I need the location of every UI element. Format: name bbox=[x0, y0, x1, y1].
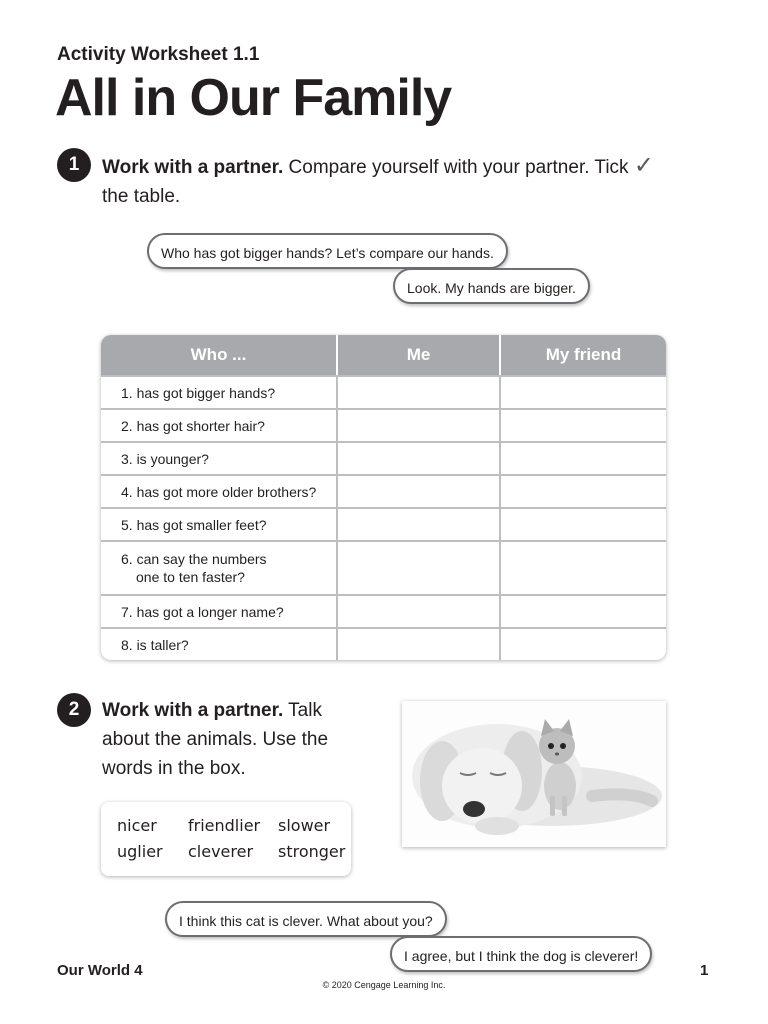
activity-1-number: 1 bbox=[57, 148, 91, 182]
speech-bubble-4: I agree, but I think the dog is cleverer! bbox=[390, 936, 652, 972]
tick-cell-me[interactable] bbox=[338, 474, 501, 507]
row-label: 3. is younger? bbox=[101, 441, 338, 474]
tick-cell-friend[interactable] bbox=[501, 540, 666, 594]
activity-1-bold: Work with a partner. bbox=[102, 157, 284, 178]
tick-cell-me[interactable] bbox=[338, 375, 501, 408]
tick-cell-me[interactable] bbox=[338, 507, 501, 540]
table-row bbox=[101, 627, 666, 660]
word-item: stronger bbox=[278, 842, 346, 861]
page-title: All in Our Family bbox=[55, 69, 452, 127]
activity-2-text-a: Talk bbox=[283, 700, 322, 721]
row-label: 2. has got shorter hair? bbox=[101, 408, 338, 441]
tick-cell-friend[interactable] bbox=[501, 474, 666, 507]
tick-cell-me[interactable] bbox=[338, 594, 501, 627]
header-me: Me bbox=[338, 335, 501, 375]
check-icon: ✓ bbox=[633, 152, 654, 179]
activity-2-bold: Work with a partner. bbox=[102, 700, 284, 721]
tick-cell-me[interactable] bbox=[338, 540, 501, 594]
row-label: 5. has got smaller feet? bbox=[101, 507, 338, 540]
speech-bubble-3: I think this cat is clever. What about you? bbox=[165, 901, 447, 937]
row-label: 8. is taller? bbox=[101, 627, 338, 660]
word-item: friendlier bbox=[188, 816, 261, 835]
table-row bbox=[101, 408, 666, 441]
animals-illustration bbox=[402, 701, 666, 847]
tick-cell-me[interactable] bbox=[338, 408, 501, 441]
row-label-line-2: one to ten faster? bbox=[136, 569, 245, 585]
table-row bbox=[101, 594, 666, 627]
activity-2-text-b: about the animals. Use the bbox=[102, 729, 329, 750]
dog-and-cat-photo bbox=[402, 701, 666, 847]
tick-cell-friend[interactable] bbox=[501, 594, 666, 627]
footer-book-title: Our World 4 bbox=[57, 962, 143, 979]
tick-cell-friend[interactable] bbox=[501, 408, 666, 441]
activity-2-instruction bbox=[102, 696, 382, 783]
tick-cell-friend[interactable] bbox=[501, 627, 666, 660]
activity-1-text-2: the table. bbox=[102, 186, 181, 207]
comparison-table bbox=[101, 335, 666, 660]
tick-cell-me[interactable] bbox=[338, 627, 501, 660]
table-row bbox=[101, 474, 666, 507]
row-label bbox=[101, 540, 338, 594]
row-label: 4. has got more older brothers? bbox=[101, 474, 338, 507]
header-who: Who ... bbox=[101, 335, 338, 375]
speech-bubble-2: Look. My hands are bigger. bbox=[393, 268, 590, 304]
row-label: 1. has got bigger hands? bbox=[101, 375, 338, 408]
table-row bbox=[101, 540, 666, 594]
activity-2-number: 2 bbox=[57, 693, 91, 727]
word-item: cleverer bbox=[188, 842, 254, 861]
tick-cell-friend[interactable] bbox=[501, 375, 666, 408]
table-header-row bbox=[101, 335, 666, 375]
word-item: nicer bbox=[117, 816, 157, 835]
word-item: uglier bbox=[117, 842, 163, 861]
table-row bbox=[101, 507, 666, 540]
activity-1-text-1: Compare yourself with your partner. Tick bbox=[283, 157, 629, 178]
copyright: © 2020 Cengage Learning Inc. bbox=[322, 980, 446, 990]
tick-cell-friend[interactable] bbox=[501, 507, 666, 540]
tick-cell-me[interactable] bbox=[338, 441, 501, 474]
table-row bbox=[101, 375, 666, 408]
word-item: slower bbox=[278, 816, 331, 835]
tick-cell-friend[interactable] bbox=[501, 441, 666, 474]
word-box bbox=[101, 802, 351, 876]
page-number: 1 bbox=[700, 962, 709, 979]
worksheet-subtitle: Activity Worksheet 1.1 bbox=[57, 44, 260, 65]
activity-2-text-c: words in the box. bbox=[102, 758, 246, 779]
activity-1-instruction bbox=[102, 151, 722, 211]
row-label: 7. has got a longer name? bbox=[101, 594, 338, 627]
header-my-friend: My friend bbox=[501, 335, 666, 375]
speech-bubble-1: Who has got bigger hands? Let’s compare our hands. bbox=[147, 233, 508, 269]
table-row bbox=[101, 441, 666, 474]
row-label-line-1: 6. can say the numbers bbox=[121, 551, 267, 567]
